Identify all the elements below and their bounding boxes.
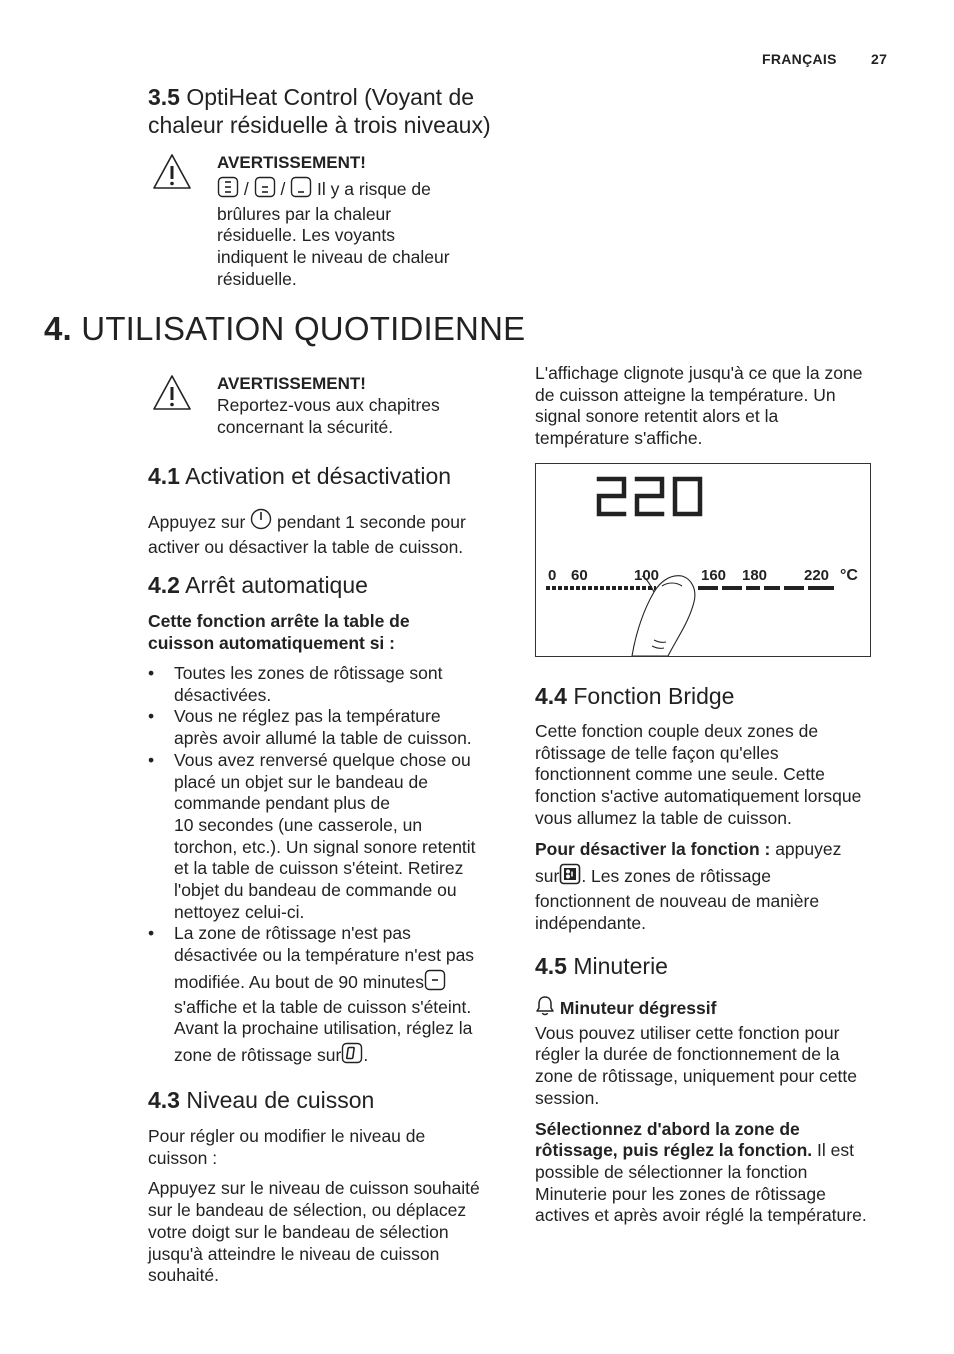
paragraph: [535, 839, 905, 935]
text: jusqu'à atteindre le niveau de cuisson: [148, 1243, 440, 1264]
warning-title: AVERTISSEMENT!: [217, 153, 366, 172]
text: session.: [535, 1087, 600, 1108]
text: signal sonore retentit alors et la: [535, 406, 779, 427]
text: zone de rôtissage sur: [174, 1044, 342, 1065]
section-4-4-heading: [535, 682, 734, 710]
text: Sélectionnez d'abord la zone de: [535, 1118, 800, 1139]
bridge-icon: [559, 863, 581, 891]
list-item: [148, 706, 508, 749]
text: sur: [535, 866, 560, 887]
list-item: [148, 750, 508, 924]
section-4-5-heading: [535, 952, 668, 980]
section-4-3-heading: [148, 1086, 374, 1114]
text: Appuyez sur: [148, 512, 251, 532]
section-number: 4.3: [148, 1087, 180, 1113]
text: actives et après avoir réglé la température.: [535, 1205, 867, 1226]
paragraph: [148, 1126, 513, 1169]
scale-label: 60: [571, 567, 588, 584]
display-figure: [536, 464, 870, 656]
section-number: 4.1: [148, 463, 180, 489]
page-number: 27: [871, 51, 888, 67]
finger-icon: [632, 576, 695, 656]
separator: /: [275, 179, 291, 199]
section-number: 4.4: [535, 683, 567, 709]
subheading: [535, 995, 905, 1023]
text: désactivées.: [174, 684, 272, 705]
section-number: 4.5: [535, 953, 567, 979]
warning-text: [217, 395, 517, 438]
warning-block-3-5: [217, 152, 517, 291]
section-title-line2: chaleur résiduelle à trois niveaux): [148, 112, 491, 138]
warning-title: AVERTISSEMENT!: [217, 374, 366, 393]
display-dash-icon: [424, 969, 446, 997]
paragraph: [535, 1023, 905, 1110]
section-4-2-list: [148, 663, 508, 1070]
section-4-1-text: [148, 507, 508, 558]
power-icon: [250, 507, 272, 537]
text: votre doigt sur le bandeau de sélection: [148, 1221, 449, 1242]
text: cuisson automatiquement si :: [148, 632, 395, 653]
paragraph: [148, 1178, 513, 1287]
residual-heat-high-icon: [217, 176, 239, 204]
display-zero-icon: [341, 1042, 363, 1070]
text: Cette fonction couple deux zones de: [535, 721, 819, 741]
warning-triangle-icon: [152, 153, 192, 190]
text: Minuterie pour les zones de rôtissage: [535, 1183, 826, 1204]
text: Toutes les zones de rôtissage sont: [174, 663, 443, 683]
text: s'affiche et la table de cuisson s'éteint.: [174, 996, 472, 1017]
text: sur le bandeau de sélection, ou déplacez: [148, 1200, 467, 1221]
text: rôtissage de telle façon qu'elles: [535, 742, 779, 763]
warning-text-line: résiduelle. Les voyants: [217, 225, 396, 246]
warning-text-line: indiquent le niveau de chaleur: [217, 247, 450, 268]
chapter-title: UTILISATION QUOTIDIENNE: [81, 310, 526, 347]
warning-text-line: Reportez-vous aux chapitres: [217, 395, 440, 415]
text: l'objet du bandeau de commande ou: [174, 880, 457, 901]
text: fonction s'active automatiquement lorsque: [535, 786, 862, 807]
chapter-number: 4.: [44, 310, 72, 347]
warning-text-line: brûlures par la chaleur: [217, 203, 392, 224]
warning-text-line: résiduelle.: [217, 268, 297, 289]
text: L'affichage clignote jusqu'à ce que la zone: [535, 363, 863, 383]
temperature-display-illustration: [535, 463, 871, 657]
section-title: Arrêt automatique: [185, 572, 368, 598]
warning-block-4: [217, 373, 517, 438]
display-intro-text: [535, 363, 905, 450]
text: . Les zones de rôtissage: [581, 866, 772, 887]
scale-label: 180: [742, 567, 768, 584]
bell-icon: [535, 995, 555, 1023]
text: modifiée. Au bout de 90 minutes: [174, 971, 425, 992]
text: La zone de rôtissage n'est pas: [174, 923, 411, 944]
text: Avant la prochaine utilisation, réglez la: [174, 1018, 473, 1039]
section-4-3-text: [148, 1126, 513, 1287]
text: vous allumez la table de cuisson.: [535, 807, 792, 828]
text: Cette fonction arrête la table de: [148, 611, 410, 631]
text: zone de rôtissage, uniquement pour cette: [535, 1066, 858, 1087]
text: régler la durée de fonctionnement de la: [535, 1044, 840, 1065]
text: Pour désactiver la fonction :: [535, 838, 771, 859]
section-4-2-heading: [148, 571, 368, 599]
text: après avoir allumé la table de cuisson.: [174, 728, 472, 749]
text: Minuteur dégressif: [559, 998, 717, 1018]
text: Appuyez sur le niveau de cuisson souhaité: [148, 1178, 480, 1199]
warning-text-line: concernant la sécurité.: [217, 416, 394, 437]
chapter-heading: [44, 309, 525, 349]
text: placé un objet sur le bandeau de: [174, 771, 428, 792]
section-title: Niveau de cuisson: [186, 1087, 375, 1113]
residual-heat-low-icon: [290, 176, 312, 204]
list-item: [148, 923, 508, 1069]
text: appuyez: [770, 838, 842, 859]
section-4-1-heading: [148, 462, 451, 490]
section-title-line1: OptiHeat Control (Voyant de: [186, 84, 475, 110]
text: commande pendant plus de: [174, 793, 390, 814]
readout-value: 220: [536, 464, 538, 465]
running-header-language: FRANÇAIS: [762, 51, 837, 67]
text: pendant 1 seconde pour: [272, 512, 466, 532]
text: Vous avez renversé quelque chose ou: [174, 749, 471, 770]
text: cuisson :: [148, 1147, 218, 1168]
section-title: Activation et désactivation: [185, 463, 452, 489]
section-4-2-intro: [148, 611, 508, 654]
text: souhaité.: [148, 1265, 220, 1286]
scale-unit: °C: [840, 567, 858, 584]
text: de cuisson atteigne la température. Un: [535, 384, 836, 405]
text: rôtissage, puis réglez la fonction.: [535, 1140, 813, 1161]
warning-triangle-icon: [152, 374, 192, 411]
scale-label: 160: [701, 567, 727, 584]
text: .: [363, 1044, 369, 1065]
section-3-5-heading: [148, 83, 528, 139]
scale-label: 0: [548, 567, 557, 584]
section-number: 3.5: [148, 84, 180, 110]
text: torchon, etc.). Un signal sonore retentit: [174, 836, 476, 857]
text: température s'affiche.: [535, 428, 703, 449]
text: Pour régler ou modifier le niveau de: [148, 1126, 426, 1146]
text: indépendante.: [535, 912, 646, 933]
text: Vous pouvez utiliser cette fonction pour: [535, 1022, 840, 1043]
text: possible de sélectionner la fonction: [535, 1161, 808, 1182]
text: fonctionnent comme une seule. Cette: [535, 764, 825, 785]
text: Vous ne réglez pas la température: [174, 706, 441, 727]
text: 10 secondes (une casserole, un: [174, 814, 423, 835]
text: fonctionnent de nouveau de manière: [535, 890, 820, 911]
text: nettoyez celui-ci.: [174, 901, 305, 922]
text: désactivée ou la température n'est pas: [174, 945, 475, 966]
section-4-5-text: [535, 995, 905, 1227]
section-4-4-text: [535, 721, 905, 934]
paragraph: [535, 721, 905, 830]
separator: /: [239, 179, 254, 199]
text: activer ou désactiver la table de cuisson.: [148, 536, 464, 557]
warning-text: [217, 176, 517, 291]
text: et la table de cuisson s'éteint. Retirez: [174, 858, 464, 879]
paragraph: [535, 1119, 905, 1228]
list-item: [148, 663, 508, 706]
residual-heat-medium-icon: [254, 176, 276, 204]
section-number: 4.2: [148, 572, 180, 598]
scale-label: 220: [804, 567, 830, 584]
section-title: Fonction Bridge: [573, 683, 735, 709]
text: Il est: [812, 1140, 854, 1161]
readout-digits: [599, 479, 700, 514]
section-title: Minuterie: [573, 953, 668, 979]
warning-text-line1: Il y a risque de: [312, 179, 431, 199]
scale-label: 100: [634, 567, 660, 584]
